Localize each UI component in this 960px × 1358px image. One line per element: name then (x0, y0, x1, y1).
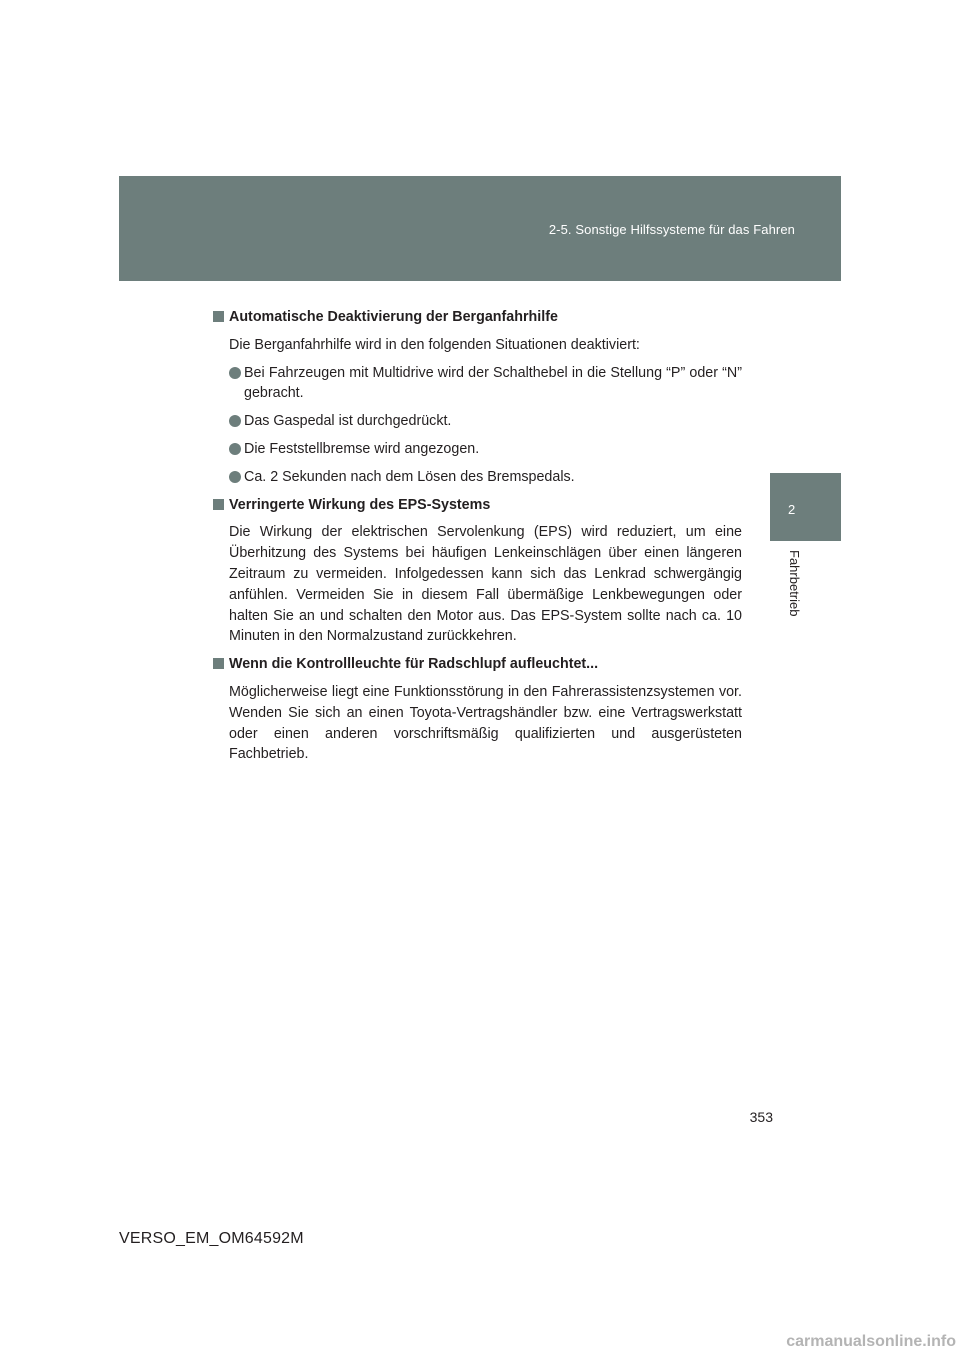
section-body: Die Wirkung der elektrischen Servolenkung (EPS) wird reduziert, um eine Überhitzung des Systems bei häufigen Lenkeinschlägen über einen längeren Zeitraum zu vermeiden. Infolgedessen kann sich das Lenkrad schwergängig anfühlen. Vermeiden Sie in diesem Fall übermäßige Lenkbewegungen oder halten Sie an und schalten den Motor aus. Das EPS-System sollte nach ca. 10 Minuten in den Normalzustand zurückkehren. (229, 524, 742, 645)
section-title (212, 495, 742, 516)
square-bullet-icon (213, 311, 224, 322)
section-intro: Die Berganfahrhilfe wird in den folgenden Situationen deaktiviert: (229, 336, 640, 353)
circle-bullet-icon (229, 415, 241, 427)
list-item (229, 363, 742, 405)
section-title (212, 307, 742, 328)
document-code: VERSO_EM_OM64592M (119, 1230, 304, 1247)
section-title (212, 654, 742, 675)
circle-bullet-icon (229, 443, 241, 455)
list-item-text: Die Feststellbremse wird angezogen. (244, 440, 480, 457)
watermark: carmanualsonline.info (786, 1333, 956, 1350)
section-berganfahrhilfe (212, 307, 742, 488)
list-item-text: Das Gaspedal ist durchgedrückt. (244, 413, 452, 430)
chapter-tab (770, 473, 841, 541)
chapter-number: 2 (788, 502, 796, 517)
header-band (119, 176, 841, 281)
circle-bullet-icon (229, 367, 241, 379)
section-body: Möglicherweise liegt eine Funktionsstörung in den Fahrerassistenzsystemen vor. Wenden Sie sich an einen Toyota-Vertragshändler bzw. eine Vertragswerkstatt oder einen anderen vorschriftsmäßig qualifizierten und ausgerüsteten Fachbetrieb. (229, 683, 742, 763)
list-item (229, 439, 742, 460)
circle-bullet-icon (229, 471, 241, 483)
page-number: 353 (749, 1109, 773, 1125)
section-title-text: Wenn die Kontrollleuchte für Radschlupf aufleuchtet... (229, 656, 599, 673)
section-header-title: 2-5. Sonstige Hilfssysteme für das Fahren (548, 222, 795, 237)
list-item (229, 411, 742, 432)
section-title-text: Verringerte Wirkung des EPS-Systems (229, 496, 491, 513)
square-bullet-icon (213, 658, 224, 669)
list-item-text: Ca. 2 Sekunden nach dem Lösen des Bremspedals. (244, 468, 575, 485)
list-item (229, 467, 742, 488)
square-bullet-icon (213, 499, 224, 510)
list-item-text: Bei Fahrzeugen mit Multidrive wird der Schalthebel in die Stellung “P” oder “N” gebracht. (244, 364, 742, 402)
section-eps (212, 495, 742, 648)
section-radschlupf (212, 654, 742, 765)
chapter-label: Fahrbetrieb (787, 550, 802, 617)
main-content (212, 307, 742, 772)
section-title-text: Automatische Deaktivierung der Berganfahrhilfe (229, 309, 558, 325)
